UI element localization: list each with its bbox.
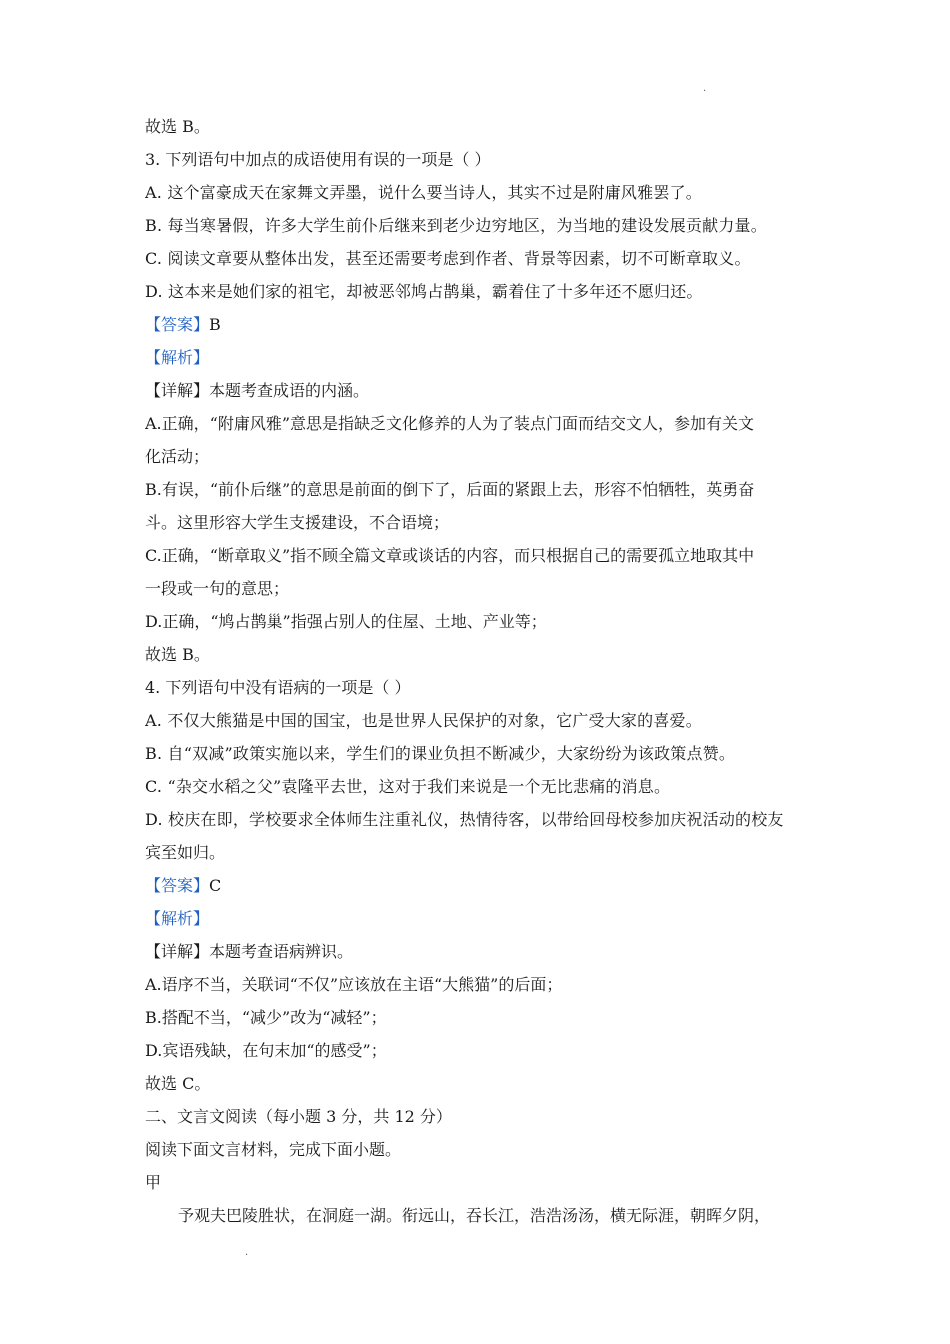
question-4-option-d: D. 校庆在即，学校要求全体师生注重礼仪，热情待客，以带给回母校参加庆祝活动的校友 (145, 810, 784, 829)
text-line: B.有误，“前仆后继”的意思是前面的倒下了，后面的紧跟上去，形容不怕牺牲，英勇奋 (145, 480, 755, 499)
detail-line: 【详解】本题考查成语的内涵。 (145, 381, 370, 400)
analysis-tag: 【解析】 (145, 348, 210, 367)
text-line: C.正确，“断章取义”指不顾全篇文章或谈话的内容，而只根据自己的需要孤立地取其中 (145, 546, 755, 565)
passage-line: 予观夫巴陵胜状，在洞庭一湖。衔远山，吞长江，浩浩汤汤，横无际涯，朝晖夕阴， (178, 1206, 771, 1225)
text-line: D.宾语残缺，在句末加“的感受”； (145, 1041, 387, 1060)
top-mark: . (703, 83, 707, 94)
question-4-option-c: C. “杂交水稻之父”袁隆平去世，这对于我们来说是一个无比悲痛的消息。 (145, 777, 671, 796)
question-3-option-d: D. 这本来是她们家的祖宅，却被恶邻鸠占鹊巢，霸着住了十多年还不愿归还。 (145, 282, 703, 301)
detail-tag: 【详解】 (145, 942, 210, 961)
text-line: 甲 (145, 1173, 162, 1192)
text-line: 故选 B。 (145, 117, 210, 136)
text-line: 宾至如归。 (145, 843, 226, 862)
document-content (145, 110, 810, 1232)
detail-line: 【详解】本题考查语病辨识。 (145, 942, 354, 961)
answer-line: 【答案】B (145, 315, 221, 334)
question-3-option-a: A. 这个富豪成天在家舞文弄墨，说什么要当诗人，其实不过是附庸风雅罢了。 (145, 183, 702, 202)
text-line: B.搭配不当，“减少”改为“减轻”； (145, 1008, 387, 1027)
bottom-mark: . (245, 1247, 249, 1258)
question-4-stem: 4. 下列语句中没有语病的一项是（ ） (145, 678, 411, 697)
text-line: 故选 B。 (145, 645, 210, 664)
text-line: D.正确，“鸠占鹊巢”指强占别人的住屋、土地、产业等； (145, 612, 547, 631)
text-line: A.正确，“附庸风雅”意思是指缺乏文化修养的人为了装点门面而结交文人，参加有关文 (145, 414, 755, 433)
text-line: A.语序不当，关联词“不仅”应该放在主语“大熊猫”的后面； (145, 975, 563, 994)
text-line: 斗。这里形容大学生支援建设，不合语境； (145, 513, 450, 532)
question-4-option-b: B. 自“双减”政策实施以来，学生们的课业负担不断减少，大家纷纷为该政策点赞。 (145, 744, 736, 763)
analysis-tag: 【解析】 (145, 909, 210, 928)
answer-tag: 【答案】 (145, 315, 210, 334)
answer-tag: 【答案】 (145, 876, 210, 895)
section-heading: 二、文言文阅读（每小题 3 分，共 12 分） (145, 1107, 452, 1126)
question-3-option-c: C. 阅读文章要从整体出发，甚至还需要考虑到作者、背景等因素，切不可断章取义。 (145, 249, 751, 268)
text-line: 故选 C。 (145, 1074, 211, 1093)
question-4-option-a: A. 不仅大熊猫是中国的国宝，也是世界人民保护的对象，它广受大家的喜爱。 (145, 711, 702, 730)
text-line: 一段或一句的意思； (145, 579, 290, 598)
question-3-stem: 3. 下列语句中加点的成语使用有误的一项是（ ） (145, 150, 491, 169)
analysis-line (145, 341, 810, 374)
detail-tag: 【详解】 (145, 381, 210, 400)
text-line: 化活动； (145, 447, 210, 466)
text-line: 阅读下面文言材料，完成下面小题。 (145, 1140, 402, 1159)
question-3-option-b: B. 每当寒暑假，许多大学生前仆后继来到老少边穷地区，为当地的建设发展贡献力量。 (145, 216, 767, 235)
answer-line: 【答案】C (145, 876, 222, 895)
analysis-line (145, 902, 810, 935)
